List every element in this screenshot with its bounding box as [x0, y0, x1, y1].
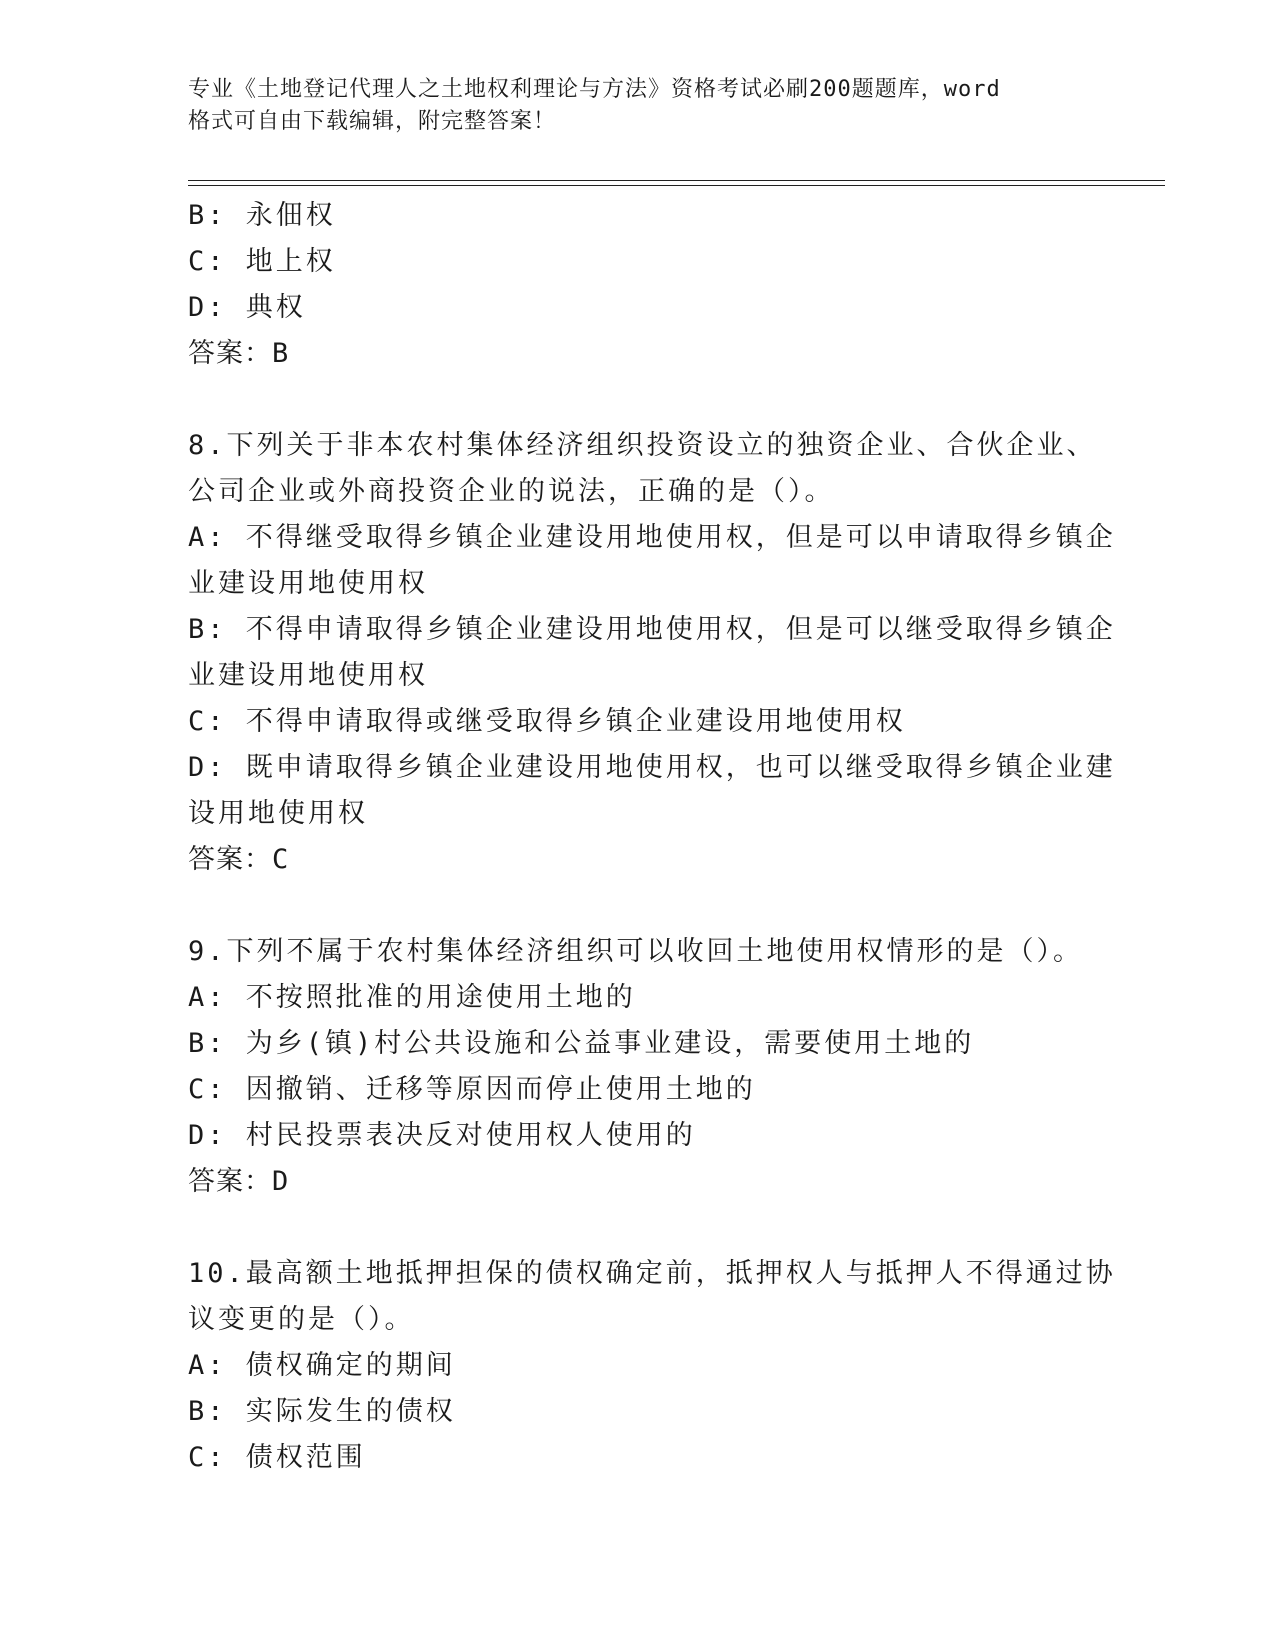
option-d: D: 典权	[188, 292, 306, 323]
spacer	[188, 1205, 1088, 1251]
spacer	[188, 377, 1088, 423]
answer-label: 答案：	[188, 338, 272, 369]
answer-label: 答案：	[188, 1166, 272, 1197]
answer-value: C	[272, 844, 290, 875]
option-a-line-2: 业建设用地使用权	[188, 568, 428, 599]
question-stem-line-2: 议变更的是（）。	[188, 1304, 415, 1335]
document-body	[188, 193, 1116, 1481]
question-10	[188, 1251, 1116, 1481]
spacer	[188, 883, 1088, 929]
option-a-line-1: A: 不得继受取得乡镇企业建设用地使用权，但是可以申请取得乡镇企	[188, 522, 1116, 553]
option-a: A: 债权确定的期间	[188, 1350, 456, 1381]
option-d-line-2: 设用地使用权	[188, 798, 368, 829]
answer-line	[188, 331, 1088, 377]
header-divider-bottom	[188, 185, 1165, 186]
option-b-line-1: B: 不得申请取得乡镇企业建设用地使用权，但是可以继受取得乡镇企	[188, 614, 1116, 645]
header-title-line-2: 格式可自由下载编辑，附完整答案！	[188, 109, 557, 134]
option-d: D: 村民投票表决反对使用权人使用的	[188, 1120, 696, 1151]
answer-line	[188, 837, 1088, 883]
option-b: B: 永佃权	[188, 200, 336, 231]
question-stem-line-1: 10.最高额土地抵押担保的债权确定前，抵押权人与抵押人不得通过协	[188, 1258, 1116, 1289]
option-b-line-2: 业建设用地使用权	[188, 660, 428, 691]
option-a: A: 不按照批准的用途使用土地的	[188, 982, 636, 1013]
option-c: C: 债权范围	[188, 1442, 366, 1473]
document-header	[188, 74, 1068, 138]
option-b: B: 为乡(镇)村公共设施和公益事业建设，需要使用土地的	[188, 1028, 975, 1059]
answer-value: B	[272, 338, 290, 369]
option-c: C: 不得申请取得或继受取得乡镇企业建设用地使用权	[188, 706, 906, 737]
question-stem: 9.下列不属于农村集体经济组织可以收回土地使用权情形的是（）。	[188, 936, 1084, 967]
answer-value: D	[272, 1166, 290, 1197]
header-divider-top	[188, 180, 1165, 181]
header-title-line-1: 专业《土地登记代理人之土地权利理论与方法》资格考试必刷200题题库，word	[188, 77, 1001, 102]
question-7-continued	[188, 193, 1088, 377]
answer-line	[188, 1159, 1088, 1205]
option-d-line-1: D: 既申请取得乡镇企业建设用地使用权，也可以继受取得乡镇企业建	[188, 752, 1116, 783]
question-stem-line-1: 8.下列关于非本农村集体经济组织投资设立的独资企业、合伙企业、	[188, 430, 1097, 461]
option-c: C: 因撤销、迁移等原因而停止使用土地的	[188, 1074, 756, 1105]
option-c: C: 地上权	[188, 246, 336, 277]
question-8	[188, 423, 1116, 883]
option-b: B: 实际发生的债权	[188, 1396, 456, 1427]
question-stem-line-2: 公司企业或外商投资企业的说法，正确的是（）。	[188, 476, 835, 507]
answer-label: 答案：	[188, 844, 272, 875]
question-9	[188, 929, 1088, 1205]
